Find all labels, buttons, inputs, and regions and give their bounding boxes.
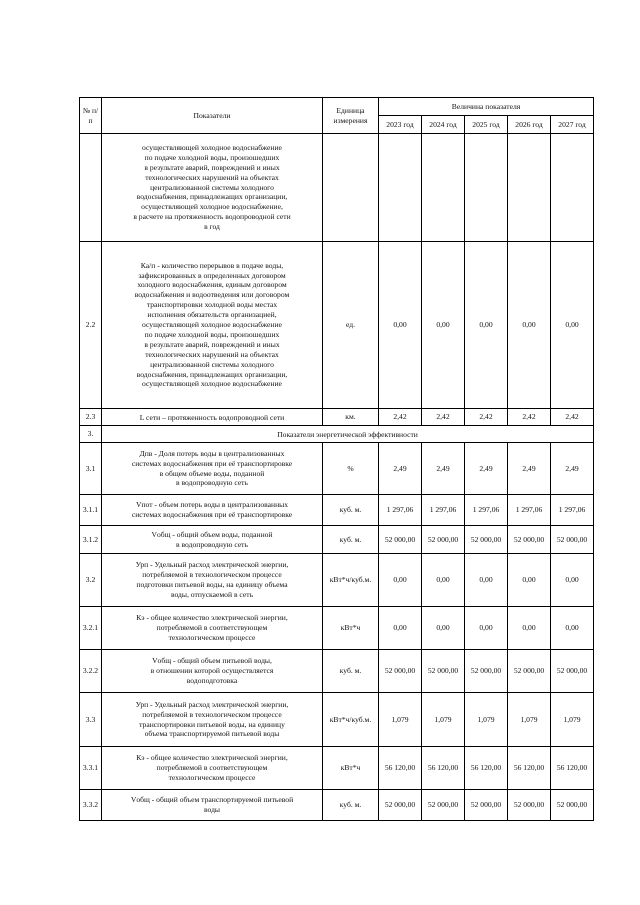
row-value: 52 000,00: [465, 790, 508, 821]
row-value: 52 000,00: [465, 526, 508, 554]
row-num: 2.3: [80, 409, 102, 426]
header-name: Показатели: [102, 98, 323, 134]
row-value: 0,00: [508, 607, 551, 650]
table-row: [80, 526, 594, 554]
row-value: 56 120,00: [551, 747, 594, 790]
row-value: 1,079: [379, 693, 422, 747]
row-value: 56 120,00: [508, 747, 551, 790]
row-value: 1 297,06: [379, 495, 422, 526]
row-value: [422, 134, 465, 242]
row-unit: ед.: [323, 242, 379, 409]
header-group: Величина показателя: [379, 98, 594, 116]
section-num: 3.: [80, 426, 102, 443]
row-value: 0,00: [379, 554, 422, 607]
row-value: 1 297,06: [508, 495, 551, 526]
row-value: 52 000,00: [379, 526, 422, 554]
row-value: 0,00: [551, 607, 594, 650]
row-value: 0,00: [422, 554, 465, 607]
row-unit: км.: [323, 409, 379, 426]
row-unit: куб. м.: [323, 650, 379, 693]
row-value: 1 297,06: [422, 495, 465, 526]
row-value: 2,49: [465, 443, 508, 495]
row-unit: куб. м.: [323, 495, 379, 526]
row-value: 52 000,00: [551, 526, 594, 554]
row-value: 1 297,06: [551, 495, 594, 526]
row-num: 3.2.2: [80, 650, 102, 693]
table-row: [80, 495, 594, 526]
row-value: 52 000,00: [551, 650, 594, 693]
row-num: 3.3: [80, 693, 102, 747]
header-year: 2027 год: [551, 116, 594, 134]
row-unit: [323, 134, 379, 242]
row-unit: кВт*ч/куб.м.: [323, 554, 379, 607]
row-value: 52 000,00: [508, 526, 551, 554]
row-value: 2,42: [508, 409, 551, 426]
row-unit: кВт*ч/куб.м.: [323, 693, 379, 747]
header-year: 2023 год: [379, 116, 422, 134]
table-row: [80, 554, 594, 607]
row-name: Vобщ - общий объем питьевой воды, в отношении которой осуществляется водоподготовка: [102, 650, 323, 693]
row-unit: кВт*ч: [323, 747, 379, 790]
table-row: [80, 409, 594, 426]
table-row: [80, 607, 594, 650]
row-value: 52 000,00: [551, 790, 594, 821]
header-year: 2026 год: [508, 116, 551, 134]
row-value: 1,079: [465, 693, 508, 747]
row-value: 0,00: [422, 607, 465, 650]
row-value: 2,49: [422, 443, 465, 495]
table-row: [80, 134, 594, 242]
row-name: Урп - Удельный расход электрической энергии, потребляемой в технологическом процессе транспортировки питьевой воды, на единицу объема транспортируемой питьевой воды: [102, 693, 323, 747]
indicators-table: [79, 97, 594, 821]
row-value: 2,42: [422, 409, 465, 426]
row-value: 1,079: [422, 693, 465, 747]
row-num: 3.1.2: [80, 526, 102, 554]
header-num: № п/п: [80, 98, 102, 134]
row-value: [465, 134, 508, 242]
row-value: 52 000,00: [379, 650, 422, 693]
row-value: 0,00: [465, 554, 508, 607]
row-value: 2,49: [379, 443, 422, 495]
row-num: 3.3.2: [80, 790, 102, 821]
row-value: 52 000,00: [422, 526, 465, 554]
row-name: Кэ - общее количество электрической энергии, потребляемой в соответствующем технологическом процессе: [102, 747, 323, 790]
row-name: Vпот - объем потерь воды в централизованных системах водоснабжения при её транспортировке: [102, 495, 323, 526]
row-value: 52 000,00: [422, 650, 465, 693]
header-year: 2025 год: [465, 116, 508, 134]
header-unit: Единица измерения: [323, 98, 379, 134]
row-value: 52 000,00: [508, 650, 551, 693]
row-num: [80, 134, 102, 242]
row-value: 52 000,00: [422, 790, 465, 821]
row-value: 1 297,06: [465, 495, 508, 526]
row-name: Vобщ - общий объем транспортируемой питьевой воды: [102, 790, 323, 821]
row-unit: кВт*ч: [323, 607, 379, 650]
table-row: [80, 790, 594, 821]
row-value: 0,00: [379, 607, 422, 650]
row-num: 3.3.1: [80, 747, 102, 790]
row-name: L сети – протяженность водопроводной сети: [102, 409, 323, 426]
row-num: 3.1: [80, 443, 102, 495]
row-value: [508, 134, 551, 242]
row-value: 56 120,00: [379, 747, 422, 790]
row-value: 52 000,00: [465, 650, 508, 693]
table-row: [80, 443, 594, 495]
row-num: 3.2: [80, 554, 102, 607]
row-num: 2.2: [80, 242, 102, 409]
row-name: Кэ - общее количество электрической энергии, потребляемой в соответствующем технологическом процессе: [102, 607, 323, 650]
table-row: [80, 693, 594, 747]
row-value: 0,00: [551, 242, 594, 409]
row-value: [379, 134, 422, 242]
row-value: 2,42: [551, 409, 594, 426]
row-name: Дпв - Доля потерь воды в централизованных системах водоснабжения при её транспортировке в общем объеме воды, поданной в водопроводную сеть: [102, 443, 323, 495]
row-value: 2,49: [551, 443, 594, 495]
row-value: 0,00: [379, 242, 422, 409]
row-value: 0,00: [551, 554, 594, 607]
section-title: Показатели энергетической эффективности: [102, 426, 594, 443]
table-row: [80, 747, 594, 790]
row-value: 0,00: [465, 607, 508, 650]
row-value: 1,079: [551, 693, 594, 747]
row-value: 52 000,00: [379, 790, 422, 821]
section-row: [80, 426, 594, 443]
row-value: 0,00: [508, 554, 551, 607]
row-unit: куб. м.: [323, 790, 379, 821]
row-name: Ка/п - количество перерывов в подаче воды, зафиксированных в определенных договором холодного водоснабжения, единым договором водоснабжения и водоотведения или договором транспортировки холодной воды местах исполнения обязательств организацией, осуществляющей холодное водоснабжение по подаче холодной воды, произошедших в результате аварий, повреждений и иных технологических нарушений на объектах централизованной системы холодного водоснабжения, принадлежащих организации, осуществляющей холодное водоснабжение: [102, 242, 323, 409]
table-row: [80, 650, 594, 693]
row-value: 2,42: [379, 409, 422, 426]
row-unit: куб. м.: [323, 526, 379, 554]
row-value: 56 120,00: [422, 747, 465, 790]
row-value: 1,079: [508, 693, 551, 747]
row-value: 0,00: [465, 242, 508, 409]
row-value: 56 120,00: [465, 747, 508, 790]
row-value: 0,00: [508, 242, 551, 409]
row-value: 2,42: [465, 409, 508, 426]
row-name: осуществляющей холодное водоснабжение по подаче холодной воды, произошедших в результате аварий, повреждений и иных технологических нарушений на объектах централизованной системы холодного водоснабжения, принадлежащих организации, осуществляющей холодное водоснабжение, в расчете на протяженность водопроводной сети в год: [102, 134, 323, 242]
table-row: [80, 242, 594, 409]
row-num: 3.2.1: [80, 607, 102, 650]
row-name: Урп - Удельный расход электрической энергии, потребляемой в технологическом процессе подготовки питьевой воды, на единицу объема воды, отпускаемой в сеть: [102, 554, 323, 607]
header-year: 2024 год: [422, 116, 465, 134]
row-unit: %: [323, 443, 379, 495]
row-value: [551, 134, 594, 242]
row-value: 52 000,00: [508, 790, 551, 821]
row-num: 3.1.1: [80, 495, 102, 526]
row-value: 0,00: [422, 242, 465, 409]
row-name: Vобщ - общий объем воды, поданной в водопроводную сеть: [102, 526, 323, 554]
row-value: 2,49: [508, 443, 551, 495]
